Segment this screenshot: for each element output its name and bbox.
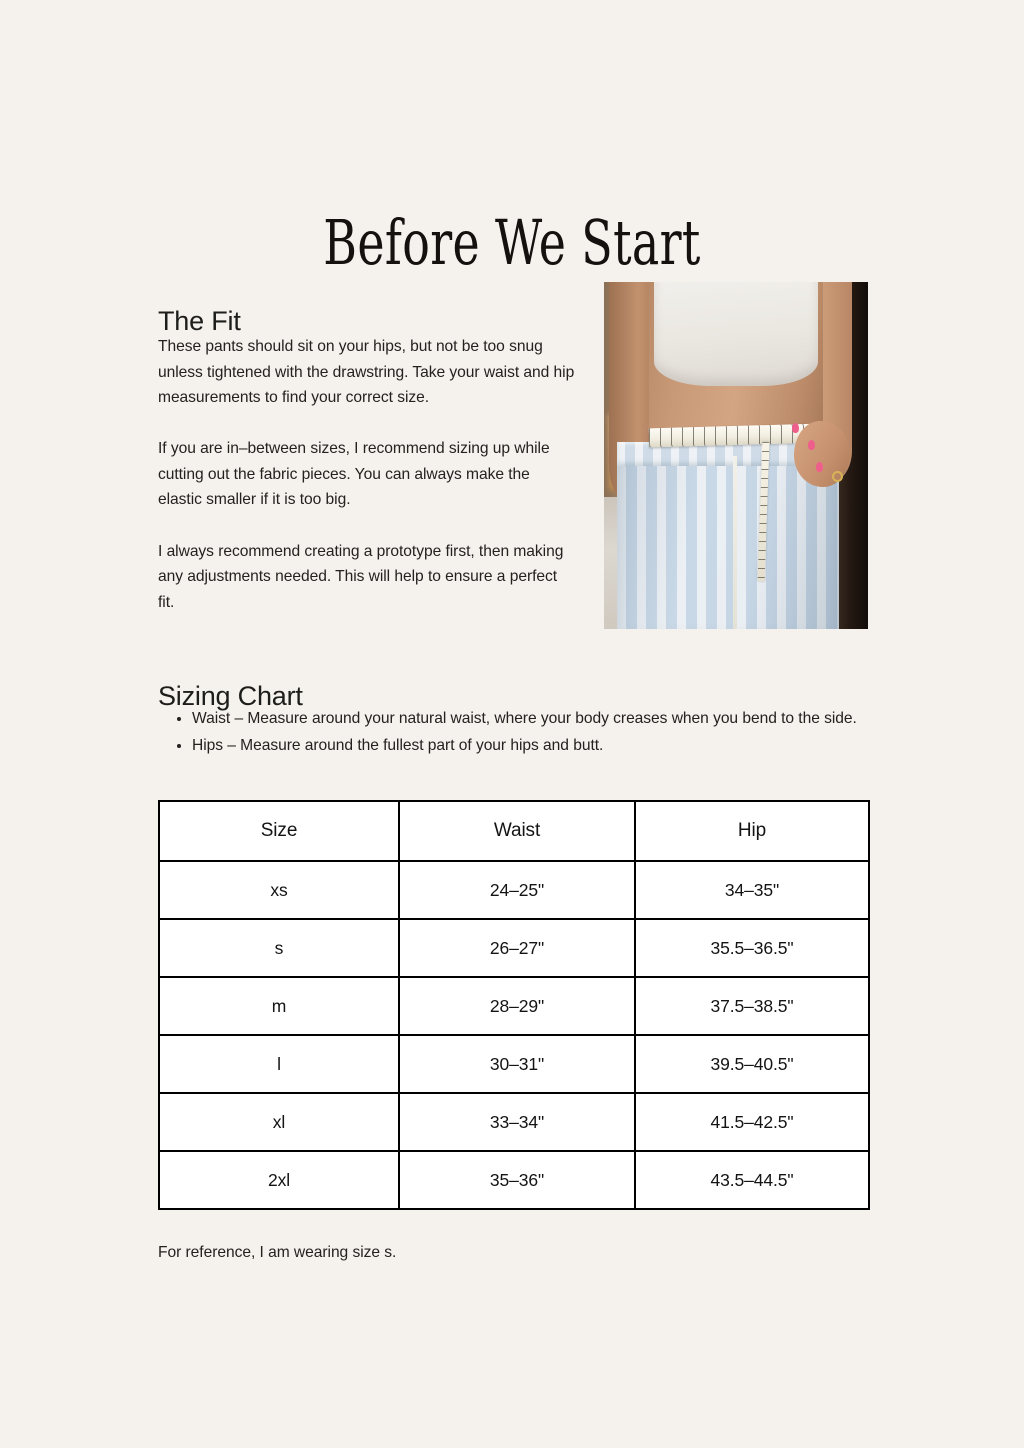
cell-size: m <box>159 977 399 1035</box>
table-row <box>159 1151 869 1209</box>
cell-waist: 26–27" <box>399 919 635 977</box>
measurement-instructions-list <box>170 706 898 760</box>
page-title: Before We Start <box>323 205 701 279</box>
table-row <box>159 1093 869 1151</box>
list-item: Waist – Measure around your natural waist, where your body creases when you bend to the side. <box>192 706 898 732</box>
cell-hip: 37.5–38.5" <box>635 977 869 1035</box>
photo-fingernail <box>808 440 815 450</box>
photo-illustration <box>604 282 868 629</box>
table-row <box>159 861 869 919</box>
cell-size: l <box>159 1035 399 1093</box>
cell-size: xs <box>159 861 399 919</box>
cell-hip: 43.5–44.5" <box>635 1151 869 1209</box>
photo-fingernail <box>792 423 799 433</box>
cell-hip: 35.5–36.5" <box>635 919 869 977</box>
sizing-chart-table <box>158 800 870 1210</box>
fit-body-column <box>158 334 576 615</box>
section-heading-sizing-chart: Sizing Chart <box>158 681 303 712</box>
photo-pants-seam <box>733 456 737 630</box>
cell-hip: 41.5–42.5" <box>635 1093 869 1151</box>
section-heading-the-fit: The Fit <box>158 306 241 337</box>
table-header-row <box>159 801 869 861</box>
cell-size: 2xl <box>159 1151 399 1209</box>
fit-paragraph-2: If you are in–between sizes, I recommend sizing up while cutting out the fabric pieces. You can always make the elastic smaller if it is too big. <box>158 440 550 509</box>
column-header-size: Size <box>159 801 399 861</box>
photo-ring <box>832 471 843 482</box>
table-row <box>159 977 869 1035</box>
column-header-waist: Waist <box>399 801 635 861</box>
list-item: Hips – Measure around the fullest part of your hips and butt. <box>192 733 898 759</box>
cell-waist: 30–31" <box>399 1035 635 1093</box>
table-row <box>159 1035 869 1093</box>
column-header-hip: Hip <box>635 801 869 861</box>
photo-crop-top <box>654 282 818 386</box>
table-row <box>159 919 869 977</box>
cell-size: xl <box>159 1093 399 1151</box>
cell-waist: 28–29" <box>399 977 635 1035</box>
cell-waist: 24–25" <box>399 861 635 919</box>
cell-size: s <box>159 919 399 977</box>
cell-hip: 34–35" <box>635 861 869 919</box>
cell-waist: 35–36" <box>399 1151 635 1209</box>
cell-waist: 33–34" <box>399 1093 635 1151</box>
reference-footnote: For reference, I am wearing size s. <box>158 1244 397 1261</box>
fit-paragraph-1: These pants should sit on your hips, but not be too snug unless tightened with the drawstring. Take your waist and hip measurements to find your correct size. <box>158 338 575 407</box>
cell-hip: 39.5–40.5" <box>635 1035 869 1093</box>
fit-paragraph-3: I always recommend creating a prototype first, then making any adjustments needed. This will help to ensure a perfect fit. <box>158 542 564 611</box>
waist-measurement-photo <box>604 282 868 629</box>
